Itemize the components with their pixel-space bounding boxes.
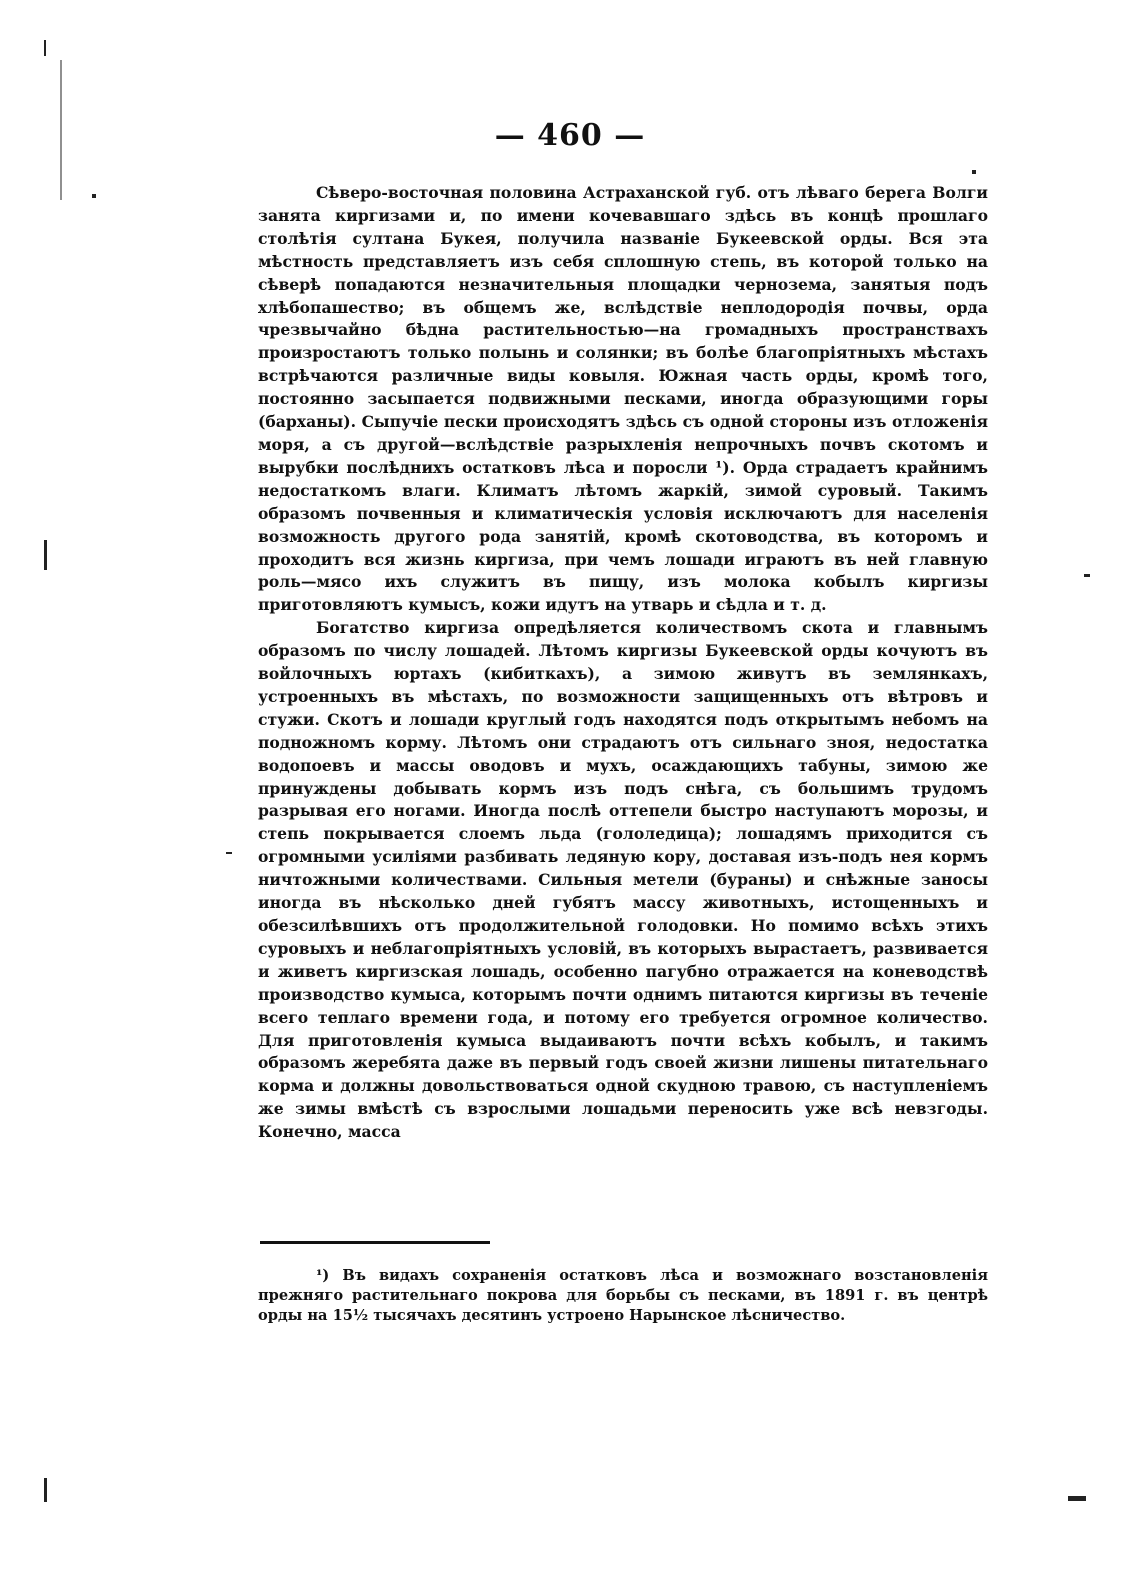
footnote: ¹) Въ видахъ сохраненія остатковъ лѣса и возможнаго возстановленія прежняго растительнаго покрова для борьбы съ песками, въ 1891 г. въ центрѣ орды на 15½ тысячахъ десятинъ устроено Нарынское лѣсничество. [258,1267,988,1324]
scan-artifact [972,170,976,174]
scan-artifact [44,1478,47,1502]
scan-artifact [44,40,46,56]
scan-artifact [1068,1496,1086,1501]
scan-artifact [44,540,47,570]
footnote-divider [260,1241,490,1244]
page-number: — 460 — [494,118,646,153]
scan-artifact [92,194,96,198]
paragraph: Богатство киргиза опредѣляется количествомъ скота и главнымъ образомъ по числу лошадей. Лѣтомъ киргизы Букеевской орды кочуютъ въ войлочныхъ юртахъ (кибиткахъ), а зимою живутъ въ землянкахъ, устроенныхъ въ мѣстахъ, по возможности защищенныхъ отъ вѣтровъ и стужи. Скотъ и лошади круглый годъ находятся подъ открытымъ небомъ на подножномъ корму. Лѣтомъ они страдаютъ отъ сильнаго зноя, недостатка водопоевъ и массы оводовъ и мухъ, осаждающихъ табуны, зимою же принуждены добывать кормъ изъ подъ снѣга, съ большимъ трудомъ разрывая его ногами. Иногда послѣ оттепели быстро наступаютъ морозы, и степь покрывается слоемъ льда (гололедица); лошадямъ приходится съ огромными усиліями разбивать ледяную кору, доставая изъ-подъ нея кормъ ничтожными количествами. Сильныя метели (бураны) и снѣжные заносы иногда въ нѣсколько дней губятъ массу животныхъ, истощенныхъ и обезсилѣвшихъ отъ продолжительной голодовки. Но помимо всѣхъ этихъ суровыхъ и неблагопріятныхъ условій, въ которыхъ вырастаетъ, развивается и живетъ киргизская лошадь, особенно пагубно отражается на коневодствѣ производство кумыса, которымъ почти однимъ питаются киргизы въ теченіе всего теплаго времени года, и потому его требуется огромное количество. Для приготовленія кумыса выдаиваютъ почти всѣхъ кобылъ, и такимъ образомъ жеребята даже въ первый годъ своей жизни лишены питательнаго корма и должны довольствоваться одной скудною травою, съ наступленіемъ же зимы вмѣстѣ съ взрослыми лошадьми переносить уже всѣ невзгоды. Конечно, масса [258,618,988,1142]
scan-artifact [1084,574,1090,577]
body-text [258,182,988,1144]
paragraph: Сѣверо-восточная половина Астраханской губ. отъ лѣваго берега Волги занята киргизами и, по имени кочевавшаго здѣсь въ концѣ прошлаго столѣтія султана Букея, получила названіе Букеевской орды. Вся эта мѣстность представляетъ изъ себя сплошную степь, въ которой только на сѣверѣ попадаются незначительныя площадки чернозема, занятыя подъ хлѣбопашество; въ общемъ же, вслѣдствіе неплодородія почвы, орда чрезвычайно бѣдна растительностью—на громадныхъ пространствахъ произростаютъ только полынь и солянки; въ болѣе благопріятныхъ мѣстахъ встрѣчаются различные виды ковыля. Южная часть орды, кромѣ того, постоянно засыпается подвижными песками, иногда образующими горы (барханы). Сыпучіе пески происходятъ здѣсь съ одной стороны изъ отложенія моря, а съ другой—вслѣдствіе разрыхленія непрочныхъ почвъ скотомъ и вырубки послѣднихъ остатковъ лѣса и поросли ¹). Орда страдаетъ крайнимъ недостаткомъ влаги. Климатъ лѣтомъ жаркій, зимой суровый. Такимъ образомъ почвенныя и климатическія условія исключаютъ для населенія возможность другого рода занятій, кромѣ скотоводства, въ которомъ и проходитъ вся жизнь киргиза, при чемъ лошади играютъ въ ней главную роль—мясо ихъ служитъ въ пищу, изъ молока кобылъ киргизы приготовляютъ кумысъ, кожи идутъ на утварь и сѣдла и т. д. [258,183,988,615]
scan-artifact [226,852,232,854]
